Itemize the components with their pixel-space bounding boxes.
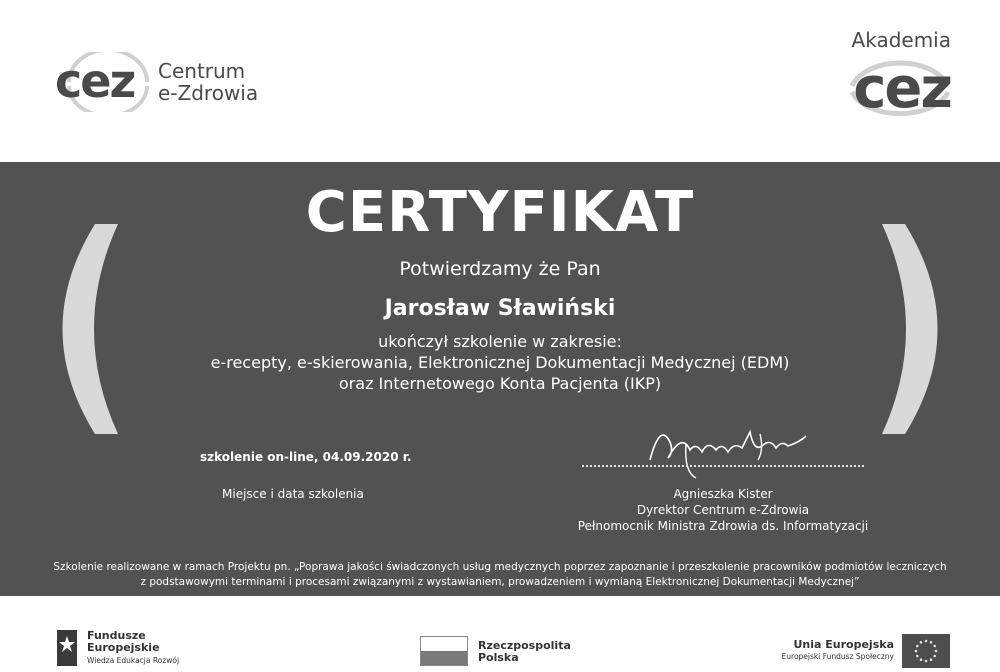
confirm-text: Potwierdzamy że Pan: [399, 258, 601, 280]
signer-role2: Pełnomocnik Ministra Zdrowia ds. Informatyzacji: [577, 519, 869, 533]
project-line2: z podstawowymi terminami i procesami związanymi z wystawianiem, prowadzeniem i wymianą Elektronicznej Dokumentacji Medycznej”: [140, 576, 860, 588]
cez-mark: cez: [853, 56, 951, 121]
rzeczpospolita-polska-logo: [420, 634, 570, 670]
right-arc: [882, 224, 938, 434]
eu-stars: [902, 634, 950, 668]
signature-line: [582, 465, 864, 467]
fe-sub: Wiedza Edukacja Rozwój: [87, 656, 180, 665]
signer-name: Agnieszka Kister: [673, 487, 773, 501]
project-line1: Szkolenie realizowane w ramach Projektu pn. „Poprawa jakości świadczonych usług medycznych poprzez zapoznanie i przeszkolenie pracowników podmiotów leczniczych: [53, 561, 947, 573]
rp-line2: Polska: [478, 651, 519, 664]
unia-europejska-logo: [780, 634, 950, 670]
certificate-title: CERTYFIKAT: [305, 180, 695, 245]
logo-text: [158, 60, 258, 104]
fe-line1: Fundusze: [87, 629, 146, 642]
fundusze-europejskie-logo: [55, 628, 185, 668]
rp-line1: Rzeczpospolita: [478, 639, 571, 652]
person-name: Jarosław Sławiński: [384, 296, 616, 321]
cez-mark: cez: [55, 54, 135, 108]
course-intro: ukończył szkolenie w zakresie:: [378, 332, 622, 351]
left-arc: [63, 224, 119, 434]
akademia-cez-logo: [838, 28, 963, 128]
eu-flag-icon: [902, 634, 950, 668]
course-line2: oraz Internetowego Konta Pacjenta (IKP): [338, 374, 662, 393]
fe-line2: Europejskie: [87, 641, 160, 654]
signer-role1: Dyrektor Centrum e-Zdrowia: [636, 503, 810, 517]
place-date-value: szkolenie on-line, 04.09.2020 r.: [200, 450, 412, 464]
centrum-e-zdrowia-logo: [55, 52, 285, 112]
polish-flag-icon: [420, 636, 468, 666]
ue-sub: Europejski Fundusz Społeczny: [781, 652, 894, 661]
akademia-label: Akademia: [851, 28, 951, 52]
logo-line2: e-Zdrowia: [158, 81, 259, 105]
ue-line1: Unia Europejska: [793, 638, 894, 651]
signature-image: [630, 412, 820, 482]
place-date-label: Miejsce i data szkolenia: [222, 487, 364, 501]
logo-line1: Centrum: [158, 59, 246, 83]
star-icon: [55, 628, 81, 668]
course-line1: e-recepty, e-skierowania, Elektronicznej Dokumentacji Medycznej (EDM): [210, 353, 790, 372]
